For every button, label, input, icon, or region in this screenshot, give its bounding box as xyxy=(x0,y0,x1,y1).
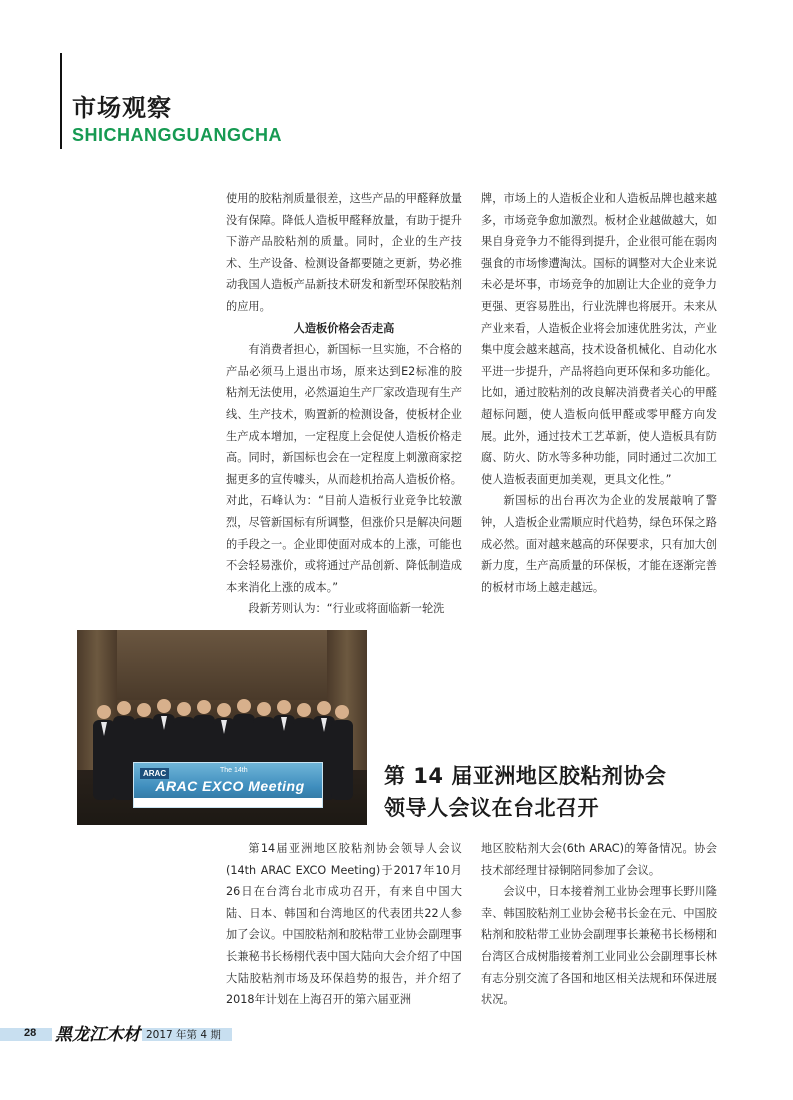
article1-subheading: 人造板价格会否走高 xyxy=(293,321,395,335)
article1-paragraph: 新国标的出台再次为企业的发展敲响了警钟，人造板企业需顺应时代趋势，绿色环保之路成必然。面对越来越高的环保要求，只有加大创新力度，生产高质量的环保板，才能在逐渐完善的板材市场上越走越远。 xyxy=(481,494,717,594)
article1-column-right xyxy=(481,188,717,598)
article2-paragraph: 会议中，日本接着剂工业协会理事长野川隆幸、韩国胶粘剂工业协会秘书长金在元、中国胶粘剂和胶粘带工业协会副理事长兼秘书长杨栩和台湾区合成树脂接着剂工业同业公会副理事长林有志分别交流了各国和地区相关法规和环保进展状况。 xyxy=(481,885,717,1007)
article2-column-left xyxy=(226,838,462,1011)
section-title: 市场观察 xyxy=(72,94,172,122)
article2-headline xyxy=(384,760,666,824)
header-rule xyxy=(60,53,62,149)
article2-paragraph: 地区胶粘剂大会(6th ARAC)的筹备情况。协会技术部经理甘禄铜陪同参加了会议。 xyxy=(481,842,717,877)
article1-paragraph: 段新芳则认为：“行业或将面临新一轮洗 xyxy=(248,602,445,616)
issue-label: 2017 年第 4 期 xyxy=(146,1029,221,1041)
section-pinyin: SHICHANGGUANGCHA xyxy=(72,125,282,145)
article1-paragraph: 有消费者担心，新国标一旦实施，不合格的产品必须马上退出市场，原来达到E2标准的胶粘剂无法使用，必然逼迫生产厂家改造现有生产线、生产技术，购置新的检测设备，使板材企业生产成本增加，一定程度上会促使人造板价格走高。同时，新国标也会在一定程度上刺激商家挖掘更多的宣传噱头，从而趁机抬高人造板价格。对此，石峰认为：“目前人造板行业竞争比较激烈，尽管新国标有所调整，但涨价只是解决问题的手段之一。企业即使面对成本的上涨，可能也不会轻易涨价，或将通过产品创新、降低制造成本来消化上涨的成本。” xyxy=(226,343,462,594)
banner-logo: ARAC xyxy=(140,768,169,779)
article2-column-right xyxy=(481,838,717,1011)
article1-paragraph: 牌，市场上的人造板企业和人造板品牌也越来越多，市场竞争愈加激烈。板材企业越做越大，如果自身竞争力不能得到提升，企业很可能在弱肉强食的市场惨遭淘汰。国标的调整对大企业来说未必是坏事，市场竞争的加剧让大企业的竞争力更强、更容易胜出，行业洗牌也将展开。未来从产业来看，人造板企业将会加速优胜劣汰，产业集中度会越来越高，技术设备机械化、自动化水平进一步提升，产品将趋向更环保和多功能化。比如，通过胶粘剂的改良解决消费者关心的甲醛超标问题，使人造板向低甲醛或零甲醛方向发展。此外，通过技术工艺革新，使人造板具有防腐、防火、防水等多种功能，同时通过二次加工使人造板表面更加美观，更具文化性。” xyxy=(481,192,717,486)
article1-column-left xyxy=(226,188,462,620)
banner-strip xyxy=(134,798,323,807)
page-number: 28 xyxy=(24,1027,37,1039)
article1-paragraph: 使用的胶粘剂质量很差，这些产品的甲醛释放量没有保障。降低人造板甲醛释放量，有助于提升下游产品胶粘剂的质量。同时，企业的生产技术、生产设备、检测设备都要随之更新，势必推动我国人造板产品新技术研发和新型环保胶粘剂的应用。 xyxy=(226,192,462,313)
article2-headline-line1: 第 14 届亚洲地区胶粘剂协会 xyxy=(384,764,667,788)
banner-ordinal: The 14th xyxy=(220,767,248,774)
article2-paragraph: 第14届亚洲地区胶粘剂协会领导人会议(14th ARAC EXCO Meeting)于2017年10月26日在台湾台北市成功召开，有来自中国大陆、日本、韩国和台湾地区的代表团共22人参加了会议。中国胶粘剂和胶粘带工业协会副理事长兼秘书长杨栩代表中国大陆向大会介绍了中国大陆胶粘剂市场及环保趋势的报告，并介绍了2018年计划在上海召开的第六届亚洲 xyxy=(226,842,462,1007)
article2-headline-line2: 领导人会议在台北召开 xyxy=(384,796,599,820)
meeting-group-photo xyxy=(77,630,367,825)
banner-title: ARAC EXCO Meeting xyxy=(155,778,305,794)
journal-logo: 黑龙江木材 xyxy=(52,1020,143,1045)
meeting-banner xyxy=(133,762,323,808)
